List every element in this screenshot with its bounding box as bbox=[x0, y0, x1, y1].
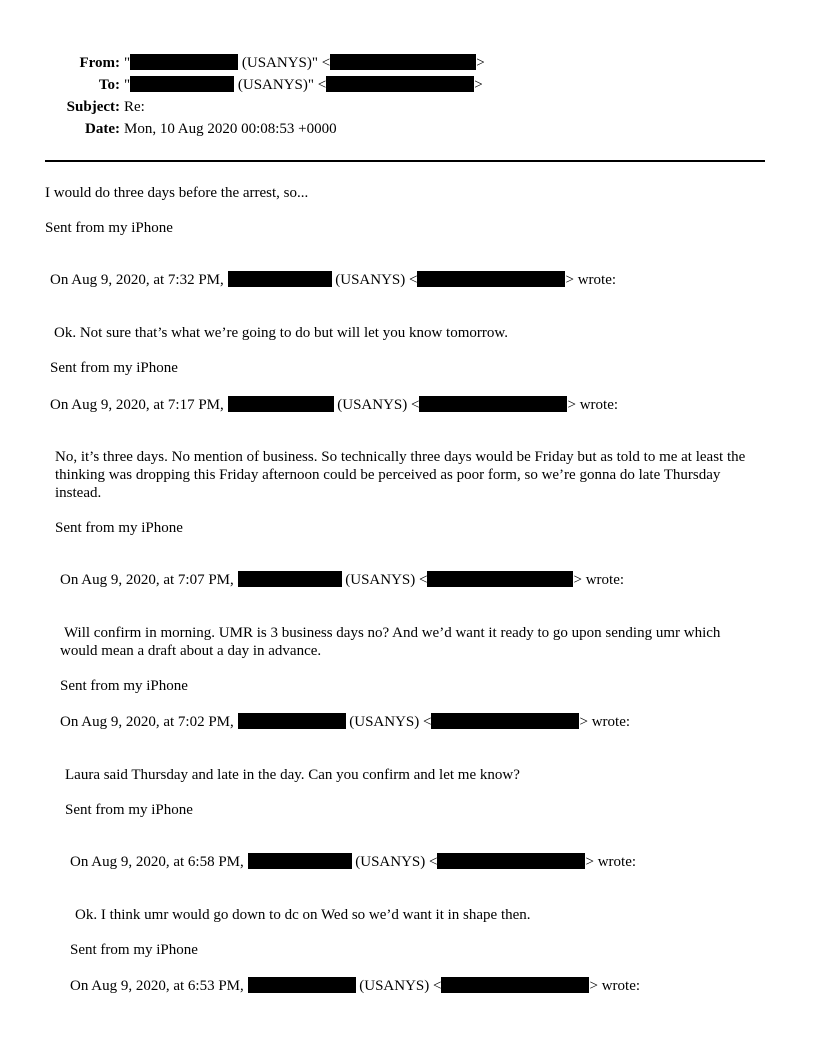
attribution-org: (USANYS) < bbox=[331, 272, 418, 288]
redaction-block bbox=[437, 853, 585, 869]
attribution-wrote: > wrote: bbox=[565, 272, 617, 288]
attribution-wrote: > wrote: bbox=[589, 978, 641, 994]
redaction-block bbox=[228, 396, 334, 412]
attribution-line bbox=[50, 271, 616, 289]
attribution-prefix: On Aug 9, 2020, at 6:58 PM, bbox=[70, 854, 248, 870]
redaction-block bbox=[326, 76, 474, 92]
attribution-prefix: On Aug 9, 2020, at 7:32 PM, bbox=[50, 272, 228, 288]
sent-signature: Sent from my iPhone bbox=[45, 220, 173, 236]
to-org: (USANYS)" < bbox=[234, 77, 327, 93]
redaction-block bbox=[228, 271, 332, 287]
attribution-org: (USANYS) < bbox=[333, 397, 420, 413]
message-body: No, it’s three days. No mention of business. So technically three days would be Friday but as told to me at least the thinking was dropping this Friday afternoon could be perceived as poor form, so we’re gonna do late Thursday instead. bbox=[55, 449, 746, 501]
attribution-line bbox=[60, 713, 630, 731]
redaction-block bbox=[130, 76, 234, 92]
sent-signature: Sent from my iPhone bbox=[65, 802, 193, 818]
header-divider bbox=[45, 160, 765, 162]
redaction-block bbox=[419, 396, 567, 412]
to-value bbox=[124, 76, 483, 94]
message-body: Ok. Not sure that’s what we’re going to do but will let you know tomorrow. bbox=[54, 325, 508, 341]
redaction-block bbox=[248, 977, 356, 993]
message-body: Laura said Thursday and late in the day. Can you confirm and let me know? bbox=[65, 767, 520, 783]
attribution-wrote: > wrote: bbox=[573, 572, 625, 588]
attribution-line bbox=[70, 853, 636, 871]
attribution-line bbox=[50, 396, 618, 414]
attribution-org: (USANYS) < bbox=[341, 572, 428, 588]
to-quote-open: " bbox=[124, 77, 131, 93]
to-label: To: bbox=[98, 77, 120, 93]
sent-signature: Sent from my iPhone bbox=[55, 520, 183, 536]
redaction-block bbox=[417, 271, 565, 287]
attribution-prefix: On Aug 9, 2020, at 7:02 PM, bbox=[60, 714, 238, 730]
message-body: I would do three days before the arrest, so... bbox=[45, 185, 309, 201]
subject-value: Re: bbox=[124, 99, 145, 115]
date-label: Date: bbox=[85, 121, 120, 137]
from-label: From: bbox=[79, 55, 120, 71]
from-value bbox=[124, 54, 485, 72]
attribution-line bbox=[60, 571, 624, 589]
redaction-block bbox=[427, 571, 573, 587]
redaction-block bbox=[330, 54, 476, 70]
sent-signature: Sent from my iPhone bbox=[50, 360, 178, 376]
attribution-wrote: > wrote: bbox=[579, 714, 631, 730]
attribution-prefix: On Aug 9, 2020, at 7:17 PM, bbox=[50, 397, 228, 413]
attribution-wrote: > wrote: bbox=[567, 397, 619, 413]
message-body: Will confirm in morning. UMR is 3 business days no? And we’d want it ready to go upon sending umr which would mean a draft about a day in advance. bbox=[60, 625, 721, 659]
attribution-wrote: > wrote: bbox=[585, 854, 637, 870]
from-quote-open: " bbox=[124, 55, 131, 71]
attribution-org: (USANYS) < bbox=[351, 854, 438, 870]
from-org: (USANYS)" < bbox=[238, 55, 331, 71]
attribution-line bbox=[70, 977, 640, 995]
to-close: > bbox=[474, 77, 483, 93]
redaction-block bbox=[431, 713, 579, 729]
from-close: > bbox=[476, 55, 485, 71]
sent-signature: Sent from my iPhone bbox=[70, 942, 198, 958]
redaction-block bbox=[248, 853, 352, 869]
subject-label: Subject: bbox=[66, 99, 120, 115]
redaction-block bbox=[238, 571, 342, 587]
message-body: Ok. I think umr would go down to dc on Wed so we’d want it in shape then. bbox=[75, 907, 531, 923]
date-value: Mon, 10 Aug 2020 00:08:53 +0000 bbox=[124, 121, 337, 137]
redaction-block bbox=[238, 713, 346, 729]
sent-signature: Sent from my iPhone bbox=[60, 678, 188, 694]
attribution-org: (USANYS) < bbox=[345, 714, 432, 730]
attribution-prefix: On Aug 9, 2020, at 6:53 PM, bbox=[70, 978, 248, 994]
attribution-org: (USANYS) < bbox=[355, 978, 442, 994]
attribution-prefix: On Aug 9, 2020, at 7:07 PM, bbox=[60, 572, 238, 588]
redaction-block bbox=[441, 977, 589, 993]
redaction-block bbox=[130, 54, 238, 70]
